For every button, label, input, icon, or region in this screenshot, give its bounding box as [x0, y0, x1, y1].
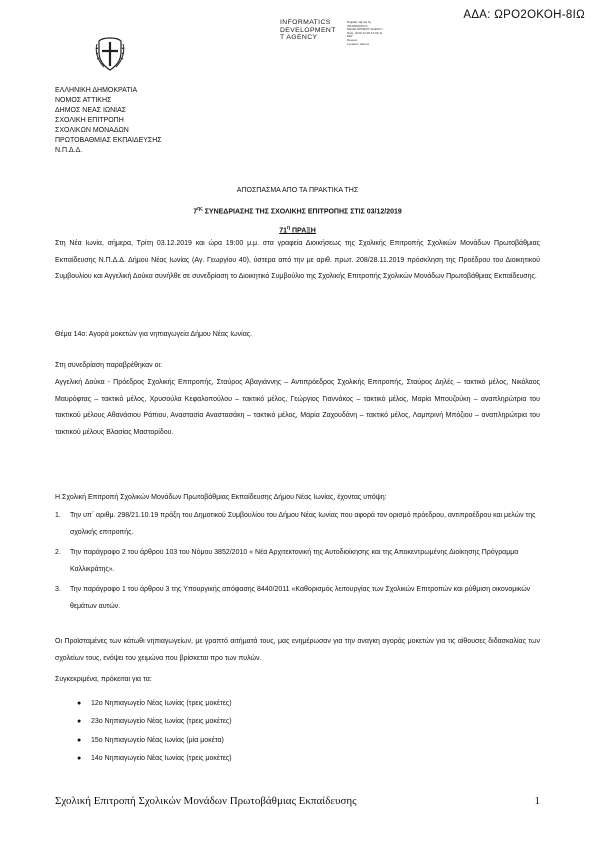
- org-line: ΔΗΜΟΣ ΝΕΑΣ ΙΩΝΙΑΣ: [55, 107, 127, 114]
- bullet-icon: ●: [77, 718, 82, 725]
- org-line: ΠΡΩΤΟΒΑΘΜΙΑΣ ΕΚΠΑΙΔΕΥΣΗΣ: [55, 137, 162, 144]
- bullet-text: 12ο Νηπιαγωγείο Νέας Ιωνίας (τρεις μοκέτες): [91, 700, 232, 707]
- heading-act: [0, 225, 595, 234]
- list-text: Την παράγραφο 2 του άρθρου 103 του Νόμου 3852/2010 « Νέα Αρχιτεκτονική της Αυτοδιοίκησης και της Αποκεντρωμένης Διοίκησης Πρόγραμμα Καλλικράτης».: [70, 549, 519, 573]
- logo-wordmark: [280, 19, 336, 42]
- coat-of-arms-icon: [95, 36, 125, 72]
- act-suffix: η: [286, 225, 291, 231]
- bullet-text: 23ο Νηπιαγωγείο Νέας Ιωνίας (τρεις μοκέτες): [91, 718, 232, 725]
- org-line: Ν.Π.Δ.Δ.: [55, 147, 83, 154]
- intro-paragraph: Στη Νέα Ιωνία, σήμερα, Τρίτη 03.12.2019 και ώρα 19:00 μ.μ. στα γραφεία Διοικήσεως της Σχολικής Επιτροπής Σχολικών Μονάδων Πρωτοβάθμιας Εκπαίδευσης Ν.Π.Δ.Δ. Δήμου Νέας Ιωνίας (Αγ. Γεωργίου 40), ύστερα από την με αριθ. πρωτ. 208/28.11.2019 πρόσκληση της Προέδρου του Διοικητικού Συμβουλίου και Αγγελική Δούκα συνήλθε σε συνεδρίαση το Διοικητικό Συμβούλιο της Σχολικής Επιτροπής Σχολικών Μονάδων Πρωτοβάθμιας Εκπαίδευσης.: [55, 240, 540, 280]
- small-print-line: Date: 2019.12.06 12:03:11: [347, 30, 383, 35]
- list-number: 1.: [55, 512, 61, 519]
- org-line: ΕΛΛΗΝΙΚΗ ΔΗΜΟΚΡΑΤΙΑ: [55, 87, 138, 94]
- org-line: ΝΟΜΟΣ ΑΤΤΙΚΗΣ: [55, 97, 112, 104]
- small-print-line: EET: [347, 34, 353, 39]
- session-suffix: ης: [197, 206, 203, 212]
- topic-line: Θέμα 14ο: Αγορά μοκετών για νηπιαγωγεία Δήμου Νέας Ιωνίας.: [55, 331, 253, 338]
- bullet-icon: ●: [77, 700, 82, 707]
- page-number: 1: [534, 795, 540, 807]
- diavgeia-logo: [280, 19, 450, 53]
- present-list: Αγγελική Δούκα - Πρόεδρος Σχολικής Επιτροπής, Σταύρος Αβαγιάννης – Αντιπρόεδρος Σχολικής Επιτροπής, Σταύρος Δηλές – τακτικό μέλος, Νικόλαος Μαυρόφτας – τακτικό μέλος, Χρυσούλα Κεφαλοπούλου – τακτικό μέλος, Γεώργιος Γιαννάκος – τακτικό μέλος, Μαρία Μπουζούκη – αναπληρώτρια του τακτικού μέλους Αθανάσιου Ράπιου, Αναστασία Αναστασάκη – τακτικό μέλος, Μαρία Ζαχουδάνη – τακτικό μέλος, Λαμπρινή Μπόζιου – αναπληρώτρια του τακτικού μέλους Βλασίας Μαστορίδου.: [55, 379, 540, 436]
- bullet-text: 14ο Νηπιαγωγείο Νέας Ιωνίας (τρεις μοκέτες): [91, 755, 232, 762]
- session-number: 7: [193, 208, 198, 216]
- present-title: Στη συνεδρίαση παραβρέθηκαν οι:: [55, 362, 163, 369]
- list-text: Την υπ΄ αριθμ. 298/21.10.19 πράξη του Δημοτικού Συμβουλίου του Δήμου Νέας Ιωνίας που αφορά τον ορισμό πρόεδρου, αντιπροέδρου και μελών της σχολικής επιτροπής.: [70, 512, 536, 536]
- ada-code: ΑΔΑ: ΩΡΟ2ΟΚΟΗ-8ΙΩ: [463, 9, 585, 21]
- list-number: 2.: [55, 549, 61, 556]
- heading-extract: ΑΠΟΣΠΑΣΜΑ ΑΠΟ ΤΑ ΠΡΑΚΤΙΚΑ ΤΗΣ: [236, 187, 359, 194]
- small-print-line: Location: Athens: [347, 41, 370, 46]
- bullet-text: 15ο Νηπιαγωγείο Νέας Ιωνίας (μία μοκέτα): [91, 737, 224, 744]
- heading-session: [0, 206, 595, 215]
- act-title: ΠΡΑΞΗ: [290, 227, 316, 235]
- session-title: ΣΥΝΕΔΡΙΑΣΗΣ ΤΗΣ ΣΧΟΛΙΚΗΣ ΕΠΙΤΡΟΠΗΣ ΣΤΙΣ 03/12/2019: [202, 208, 402, 216]
- bullet-icon: ●: [77, 737, 82, 744]
- list-text: Την παράγραφο 1 του άρθρου 3 της Υπουργικής απόφασης 8440/2011 «Καθορισμός λειτουργίας των Σχολικών Επιτροπών και ρύθμιση οικονομικών θεμάτων αυτών.: [70, 586, 531, 610]
- small-print-line: Digitally signed by: [347, 20, 372, 24]
- act-number: 71: [279, 227, 287, 235]
- signature-small-print: [347, 21, 383, 46]
- small-print-line: Reason:: [347, 37, 359, 42]
- footer-title: Σχολική Επιτροπή Σχολικών Μονάδων Πρωτοβάθμιας Εκπαίδευσης: [55, 795, 357, 807]
- logo-line: INFORMATICS: [280, 19, 331, 26]
- heads-request-paragraph: Οι Προϊσταμένες των κάτωθι νηπιαγωγείων, με γραπτό αιτήματά τους, μας ενημέρωσαν για την αναγκη αγοράς μοκετών για τις αίθουσες διδασκαλίας των σχολείων τους, ενόψει του χειμώνα που βρίσκεται προ των πυλών.: [55, 638, 540, 662]
- specifically-line: Συγκεκριμένα, πρόκειται για τα:: [55, 676, 152, 683]
- logo-line: DEVELOPMENT: [280, 26, 336, 34]
- list-number: 3.: [55, 586, 61, 593]
- small-print-line: INFORMATICS: [347, 23, 368, 28]
- small-print-line: DEVELOPMENT AGENCY: [347, 27, 383, 32]
- considering-line: Η Σχολική Επιτροπή Σχολικών Μονάδων Πρωτοβάθμιας Εκπαίδευσης Δήμου Νέας Ιωνίας, έχοντας υπόψη:: [55, 494, 387, 501]
- bullet-icon: ●: [77, 755, 82, 762]
- org-line: ΣΧΟΛΙΚΩΝ ΜΟΝΑΔΩΝ: [55, 127, 129, 134]
- org-line: ΣΧΟΛΙΚΗ ΕΠΙΤΡΟΠΗ: [55, 117, 124, 124]
- logo-line: T AGENCY: [280, 34, 318, 42]
- organization-block: [55, 86, 162, 156]
